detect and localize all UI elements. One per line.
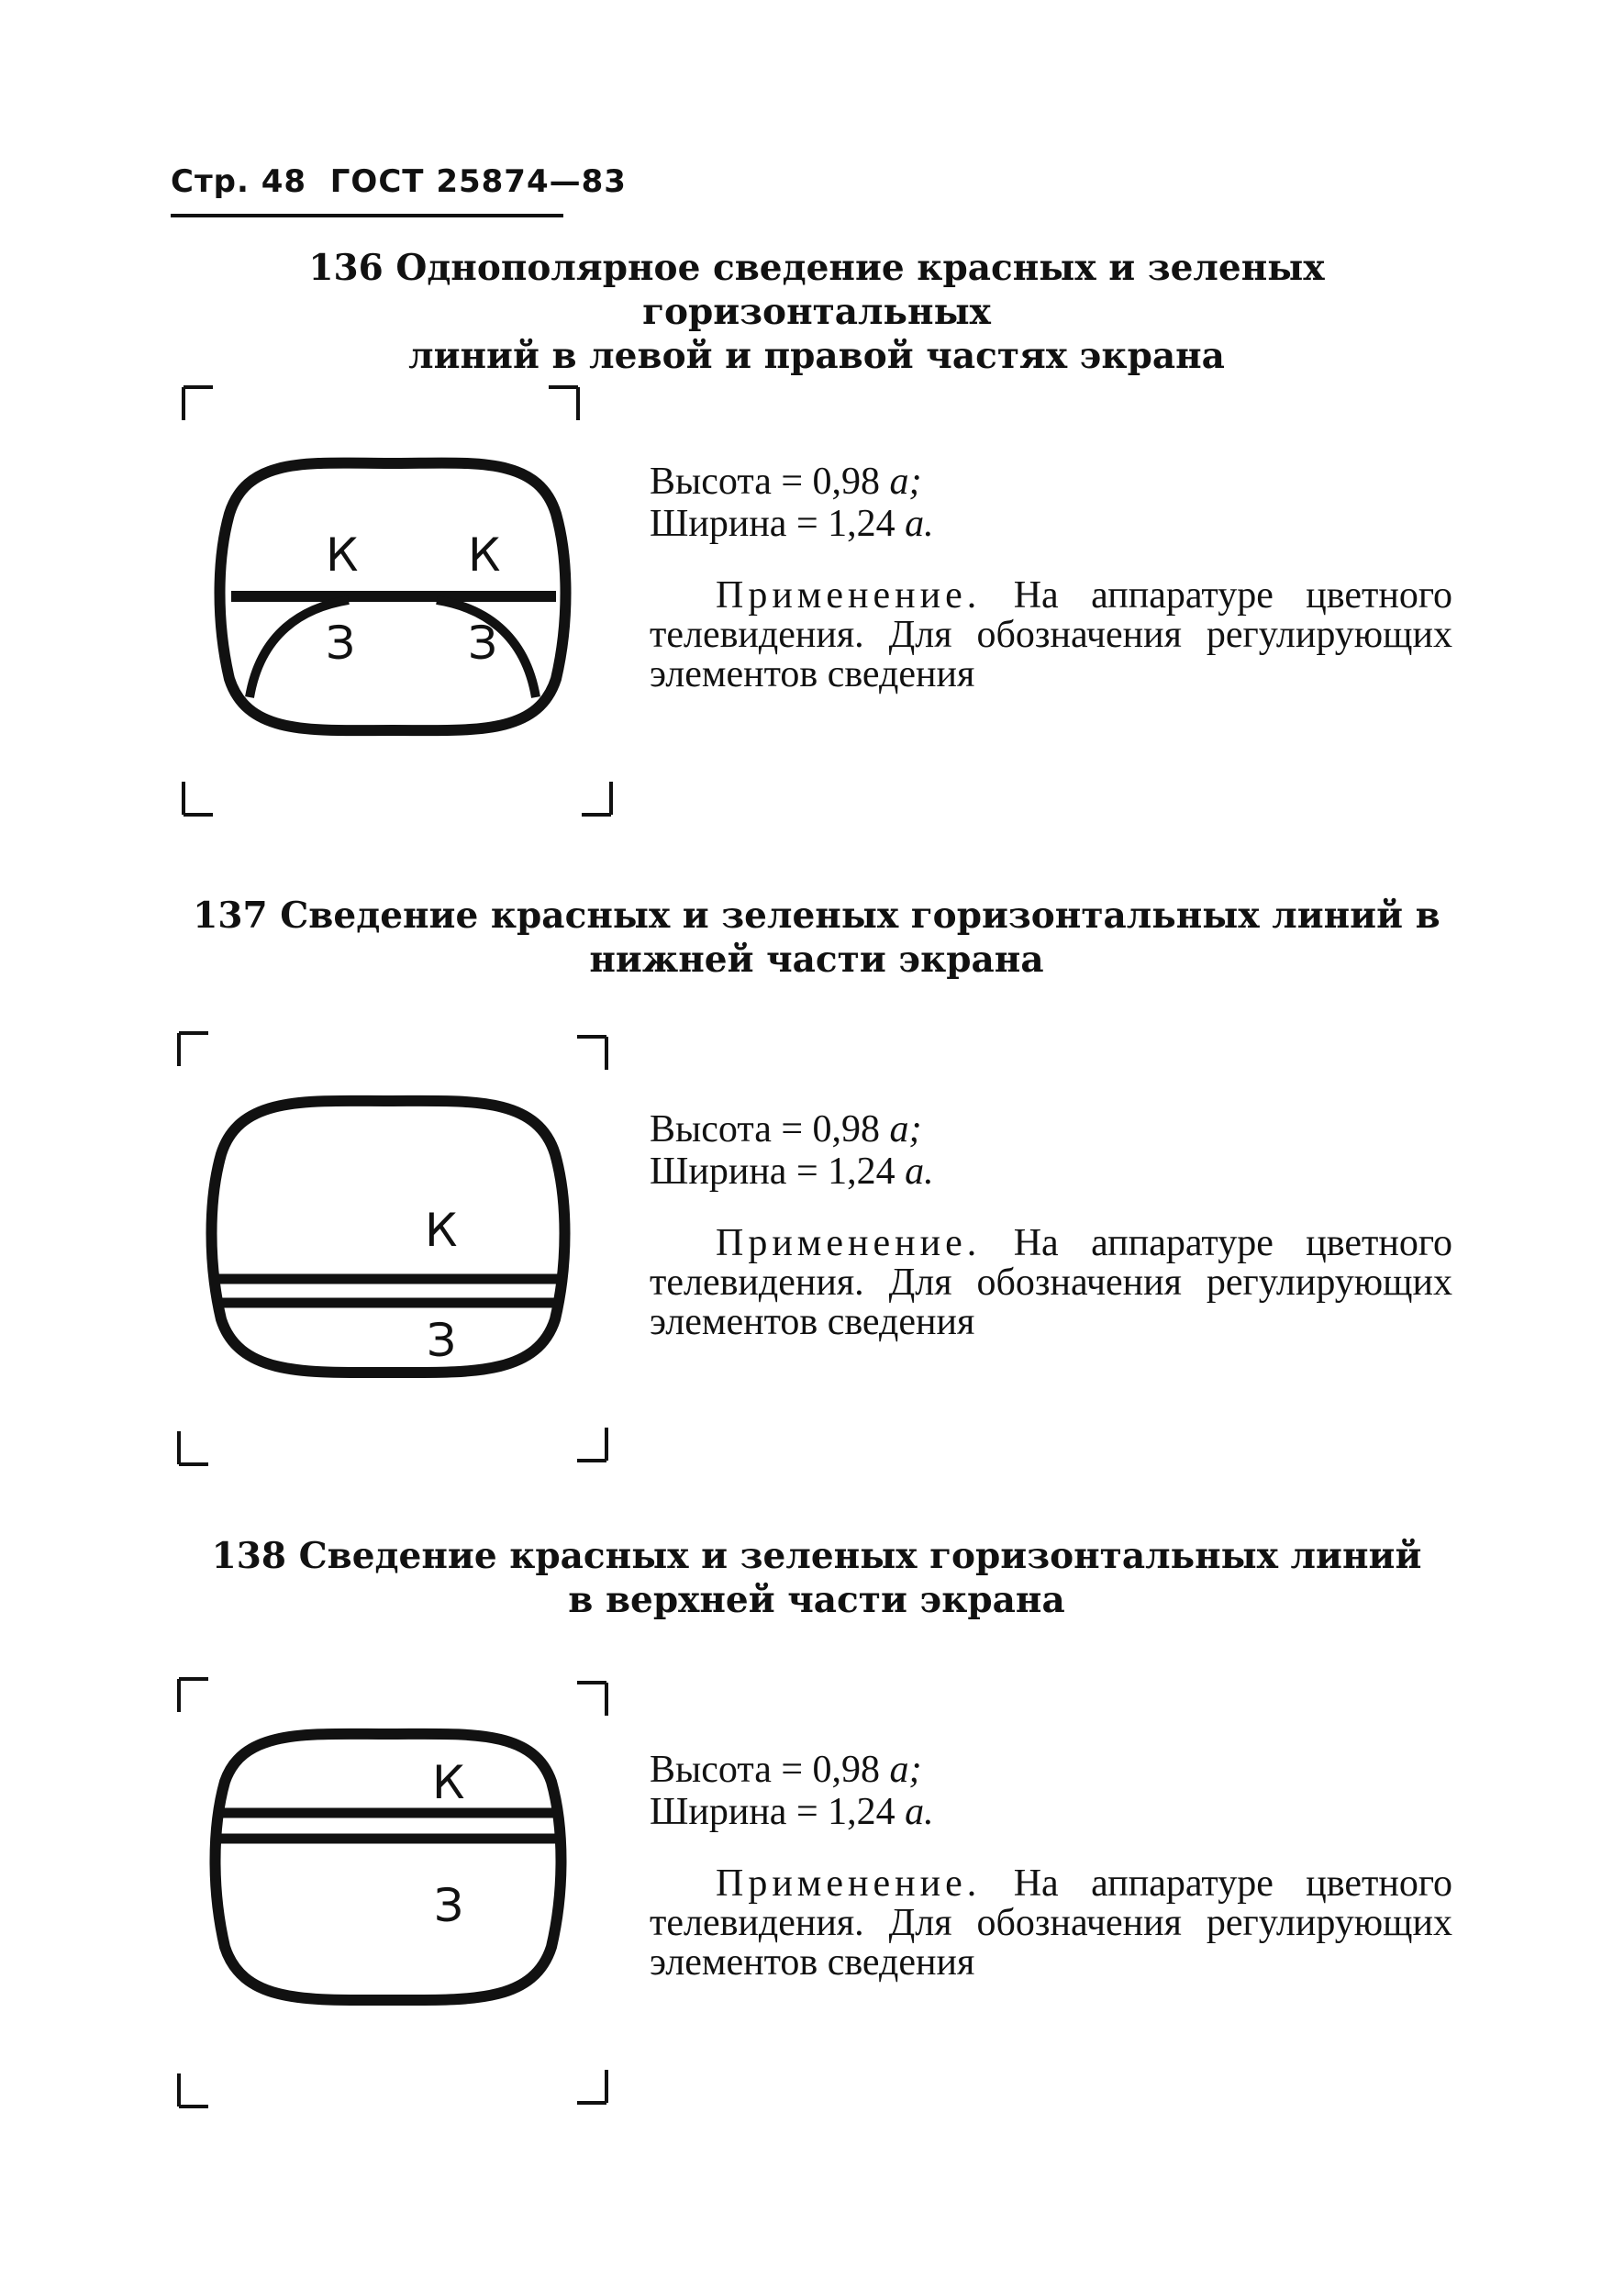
height-spec: Высота = 0,98 a; — [650, 1108, 922, 1151]
symbol-136 — [165, 367, 624, 826]
section-137-title: 137 Сведение красных и зеленых горизонтальных линий в нижней части экрана — [193, 895, 1440, 981]
section-136-title: 136 Однополярное сведение красных и зеленых горизонтальных линий в левой и правой частях экрана — [308, 247, 1325, 377]
section-138-title: 138 Сведение красных и зеленых горизонтальных линий в верхней части экрана — [211, 1535, 1422, 1621]
section-136-description — [650, 461, 1452, 695]
width-spec: Ширина = 1,24 a. — [650, 1151, 934, 1193]
label-z: З — [427, 1314, 457, 1367]
label-k-left: К — [326, 528, 359, 582]
page-number: Стр. 48 — [171, 163, 307, 200]
application-note: Применение. На аппаратуре цветного телевидения. Для обозначения регулирующих элементов сведения — [650, 1222, 1453, 1343]
header-rule — [171, 214, 563, 217]
height-spec: Высота = 0,98 a; — [650, 1749, 922, 1791]
standard-number: ГОСТ 25874—83 — [329, 163, 627, 200]
label-k-right: К — [468, 528, 501, 582]
width-spec: Ширина = 1,24 a. — [650, 1791, 934, 1833]
application-note: Применение. На аппаратуре цветного телевидения. Для обозначения регулирующих элементов сведения — [650, 1862, 1453, 1984]
section-138-description — [650, 1749, 1452, 1983]
label-z-left: З — [326, 617, 356, 670]
label-z-right: З — [468, 617, 498, 670]
symbol-138 — [161, 1662, 619, 2121]
application-note: Применение. На аппаратуре цветного телевидения. Для обозначения регулирующих элементов сведения — [650, 574, 1453, 695]
label-k: К — [425, 1204, 458, 1257]
label-k: К — [432, 1756, 465, 1809]
height-spec: Высота = 0,98 a; — [650, 461, 922, 503]
section-137-description — [650, 1108, 1452, 1342]
symbol-137 — [161, 1017, 619, 1475]
width-spec: Ширина = 1,24 a. — [650, 503, 934, 545]
page-header — [171, 163, 627, 200]
label-z: З — [434, 1879, 464, 1932]
